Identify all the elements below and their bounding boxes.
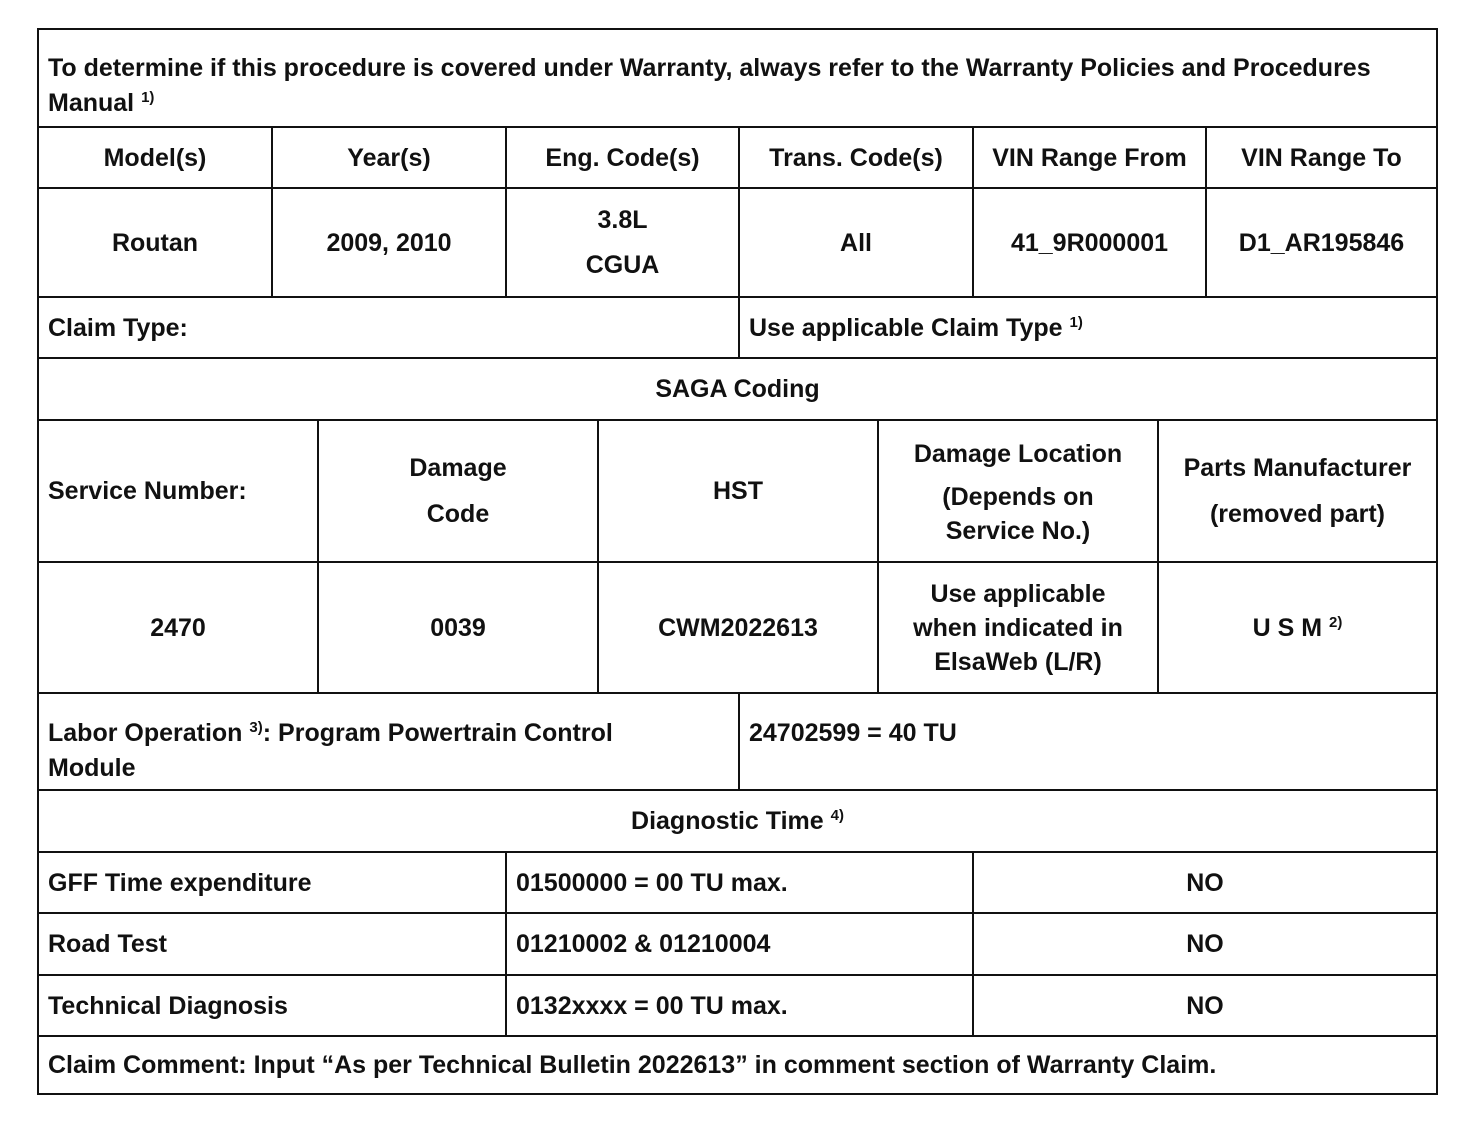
trans-value: All bbox=[740, 189, 974, 296]
diagnostic-title: Diagnostic Time $^{4)}$ bbox=[631, 807, 844, 835]
saga-values-row bbox=[39, 563, 1436, 694]
header-eng-codes: Eng. Code(s) bbox=[507, 128, 740, 187]
footnote-4: 4) bbox=[830, 807, 844, 824]
vehicle-values-row bbox=[39, 189, 1436, 298]
vin-to-value: D1_AR195846 bbox=[1238, 228, 1405, 257]
claim-comment-row bbox=[39, 1037, 1436, 1093]
vin-from-value: 41_9R000001 bbox=[974, 189, 1207, 296]
diagnostic-code: 01500000 = 00 TU max. bbox=[507, 853, 974, 912]
model-value: Routan bbox=[39, 189, 273, 296]
diagnostic-value: NO bbox=[1186, 868, 1224, 897]
vehicle-header-row bbox=[39, 128, 1436, 189]
diagnostic-row bbox=[39, 853, 1436, 914]
damage-code-value: 0039 bbox=[319, 563, 599, 692]
header-years: Year(s) bbox=[273, 128, 507, 187]
diagnostic-label: Technical Diagnosis bbox=[39, 976, 507, 1035]
service-number-value: 2470 bbox=[39, 563, 319, 692]
hst-label: HST bbox=[599, 421, 879, 561]
labor-row bbox=[39, 694, 1436, 791]
parts-manufacturer-label: Parts Manufacturer (removed part) bbox=[1183, 454, 1412, 528]
header-vin-to: VIN Range To bbox=[1241, 143, 1402, 172]
saga-header-row bbox=[39, 421, 1436, 563]
damage-location-label: Damage Location (Depends on Service No.) bbox=[879, 421, 1159, 561]
damage-location-value: Use applicable when indicated in ElsaWeb (L/R) bbox=[879, 563, 1159, 692]
diagnostic-code: 01210002 & 01210004 bbox=[507, 914, 974, 974]
parts-manufacturer-value: U S M $^{2)}$ bbox=[1252, 613, 1343, 642]
service-number-label: Service Number: bbox=[39, 421, 319, 561]
damage-code-label: Damage Code bbox=[319, 421, 599, 561]
claim-comment: Claim Comment: Input “As per Technical Bulletin 2022613” in comment section of Warranty Claim. bbox=[48, 1051, 1217, 1079]
claim-type-value: Use applicable Claim Type $^{1)}$ bbox=[749, 313, 1083, 342]
footnote-3: 3) bbox=[249, 719, 263, 736]
warranty-note: To determine if this procedure is covered under Warranty, always refer to the Warranty Policies and Procedures Manual $^{1)}$ bbox=[48, 54, 1371, 117]
header-trans-codes: Trans. Code(s) bbox=[740, 128, 974, 187]
diagnostic-title-row bbox=[39, 791, 1436, 853]
header-vin-from: VIN Range From bbox=[974, 128, 1207, 187]
claim-type-row bbox=[39, 298, 1436, 359]
labor-value: 24702599 = 40 TU bbox=[749, 719, 957, 747]
saga-title: SAGA Coding bbox=[655, 375, 820, 403]
diagnostic-label: GFF Time expenditure bbox=[39, 853, 507, 912]
diagnostic-row bbox=[39, 976, 1436, 1037]
diagnostic-row bbox=[39, 914, 1436, 976]
saga-title-row bbox=[39, 359, 1436, 421]
diagnostic-label: Road Test bbox=[39, 914, 507, 974]
years-value: 2009, 2010 bbox=[273, 189, 507, 296]
engine-value: 3.8L CGUA bbox=[507, 189, 740, 296]
footnote-2: 2) bbox=[1329, 613, 1343, 631]
claim-type-label: Claim Type: bbox=[39, 298, 740, 357]
warranty-table bbox=[37, 28, 1438, 1095]
footnote-1: 1) bbox=[141, 89, 155, 106]
labor-description: Labor Operation $^{3)}$: Program Powertrain Control Module bbox=[39, 694, 740, 789]
footnote-1: 1) bbox=[1069, 313, 1083, 331]
diagnostic-value: NO bbox=[1186, 991, 1224, 1020]
diagnostic-value: NO bbox=[1186, 930, 1224, 958]
hst-value: CWM2022613 bbox=[599, 563, 879, 692]
warranty-note-row bbox=[39, 30, 1436, 128]
header-models: Model(s) bbox=[39, 128, 273, 187]
diagnostic-code: 0132xxxx = 00 TU max. bbox=[507, 976, 974, 1035]
